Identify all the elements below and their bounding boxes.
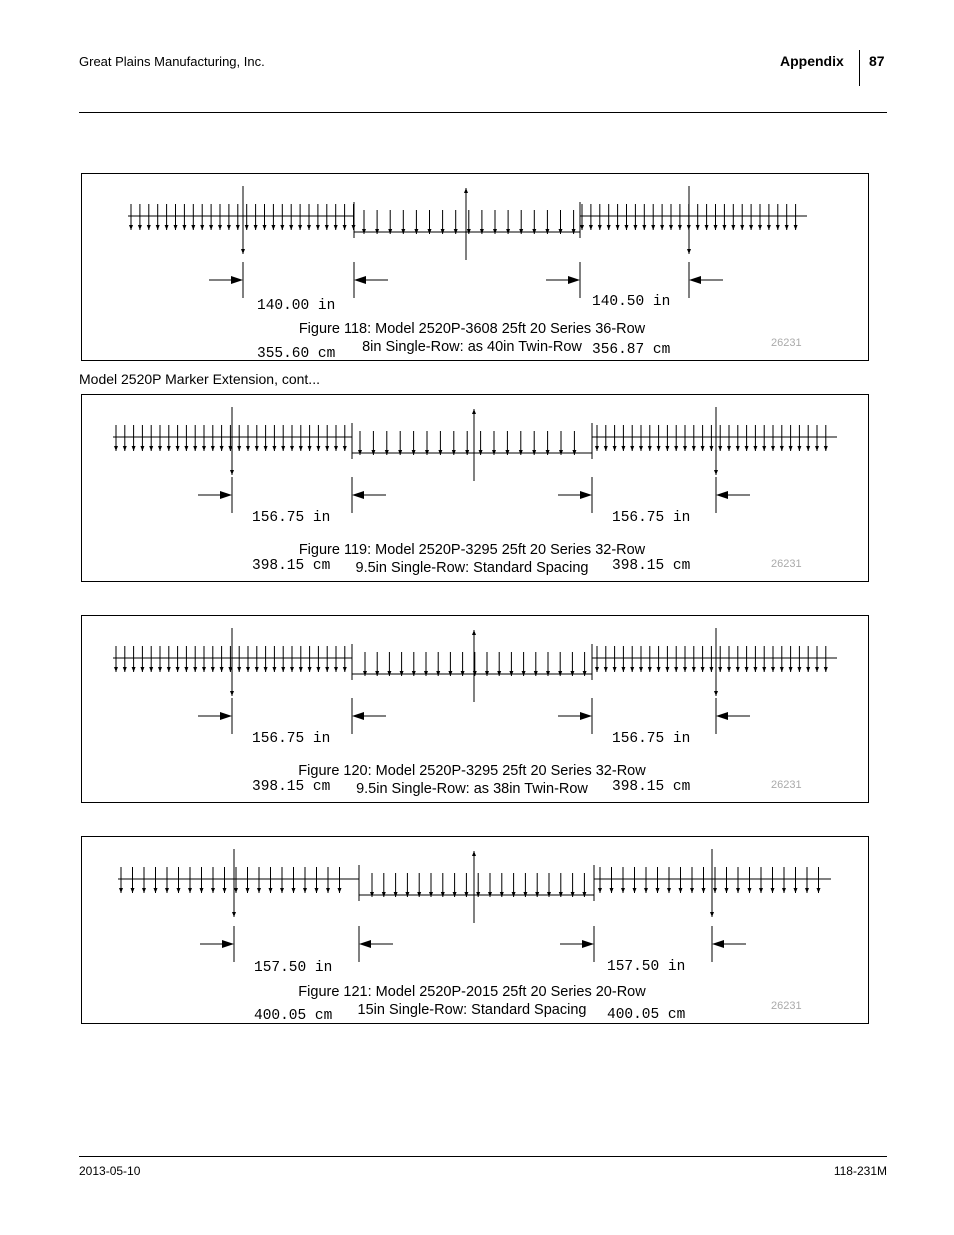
left-measurement-cm: 355.60 cm <box>257 346 336 362</box>
footer-rule <box>79 1156 887 1157</box>
row-unit-arrow <box>589 225 593 230</box>
figure-118 <box>81 173 869 361</box>
row-unit-arrow <box>269 888 273 893</box>
row-unit-arrow <box>824 667 828 672</box>
row-unit-arrow <box>289 225 293 230</box>
left-measurement-cm: 398.15 cm <box>252 558 331 574</box>
row-unit-arrow <box>727 446 731 451</box>
row-unit-arrow <box>630 667 634 672</box>
row-unit-arrow <box>667 888 671 893</box>
row-unit-arrow <box>315 888 319 893</box>
row-unit-arrow <box>343 667 347 672</box>
dimension-arrow-head <box>354 276 366 284</box>
row-unit-arrow <box>123 667 127 672</box>
row-unit-arrow <box>625 225 629 230</box>
row-unit-arrow <box>709 446 713 451</box>
row-unit-arrow <box>167 667 171 672</box>
row-unit-arrow <box>299 667 303 672</box>
row-unit-arrow <box>165 888 169 893</box>
dimension-arrow-head <box>580 491 592 499</box>
row-unit-arrow <box>264 667 268 672</box>
caption-line-1: Figure 120: Model 2520P-3295 25ft 20 Series 32-Row <box>298 763 646 779</box>
row-unit-arrow <box>660 225 664 230</box>
row-unit-arrow <box>824 446 828 451</box>
row-unit-arrow <box>290 667 294 672</box>
right-measurement-cm: 400.05 cm <box>607 1007 686 1023</box>
row-unit-arrow <box>149 446 153 451</box>
row-unit-arrow <box>610 888 614 893</box>
row-unit-arrow <box>745 667 749 672</box>
row-unit-arrow <box>200 888 204 893</box>
row-unit-arrow <box>794 225 798 230</box>
row-unit-arrow <box>762 446 766 451</box>
left-measurement-in: 157.50 in <box>254 960 333 976</box>
figure-120 <box>81 615 869 803</box>
row-unit-arrow <box>644 888 648 893</box>
row-unit-arrow <box>679 888 683 893</box>
row-unit-arrow <box>174 225 178 230</box>
row-unit-arrow <box>683 667 687 672</box>
row-unit-arrow <box>140 446 144 451</box>
row-unit-arrow <box>119 888 123 893</box>
row-unit-arrow <box>604 446 608 451</box>
row-unit-arrow <box>158 667 162 672</box>
row-unit-arrow <box>191 225 195 230</box>
dimension-arrow-head <box>352 491 364 499</box>
caption-line-2: 9.5in Single-Row: Standard Spacing <box>355 560 589 576</box>
row-unit-arrow <box>771 446 775 451</box>
row-unit-arrow <box>621 888 625 893</box>
row-unit-arrow <box>630 446 634 451</box>
row-unit-arrow <box>237 446 241 451</box>
row-unit-arrow <box>616 225 620 230</box>
row-unit-arrow <box>303 888 307 893</box>
left-measurement-cm: 398.15 cm <box>252 779 331 795</box>
row-unit-arrow <box>334 225 338 230</box>
row-unit-arrow <box>280 888 284 893</box>
row-unit-arrow <box>736 446 740 451</box>
right-measurement-cm: 398.15 cm <box>612 779 691 795</box>
row-unit-arrow <box>223 888 227 893</box>
row-unit-arrow <box>202 446 206 451</box>
row-unit-arrow <box>281 667 285 672</box>
row-unit-arrow <box>727 667 731 672</box>
row-unit-arrow <box>651 225 655 230</box>
row-unit-arrow <box>176 446 180 451</box>
row-unit-arrow <box>701 667 705 672</box>
row-unit-arrow <box>325 446 329 451</box>
row-unit-arrow <box>246 667 250 672</box>
row-unit-arrow <box>665 446 669 451</box>
row-unit-arrow <box>771 888 775 893</box>
row-unit-arrow <box>334 446 338 451</box>
row-unit-arrow <box>656 888 660 893</box>
marker-line-arrow <box>714 470 718 475</box>
row-unit-arrow <box>290 446 294 451</box>
row-unit-arrow <box>780 446 784 451</box>
row-unit-arrow <box>713 888 717 893</box>
row-unit-arrow <box>264 446 268 451</box>
row-unit-arrow <box>598 888 602 893</box>
figure-reference-number: 26231 <box>771 1000 802 1012</box>
row-unit-arrow <box>683 446 687 451</box>
row-unit-arrow <box>674 446 678 451</box>
figure-caption <box>82 762 862 798</box>
footer-date: 2013-05-10 <box>79 1164 141 1178</box>
center-line-arrow <box>472 630 476 635</box>
row-unit-arrow <box>702 888 706 893</box>
caption-line-1: Figure 118: Model 2520P-3608 25ft 20 Series 36-Row <box>298 321 646 337</box>
dimension-arrow-head <box>220 491 232 499</box>
caption-line-2: 15in Single-Row: Standard Spacing <box>357 1002 587 1018</box>
right-measurement-in: 140.50 in <box>592 294 671 310</box>
caption-line-1: Figure 121: Model 2520P-2015 25ft 20 Series 20-Row <box>298 984 646 1000</box>
row-unit-arrow <box>234 888 238 893</box>
row-unit-arrow <box>639 446 643 451</box>
right-measurement-cm: 356.87 cm <box>592 342 671 358</box>
row-unit-arrow <box>165 225 169 230</box>
row-unit-arrow <box>114 446 118 451</box>
row-unit-arrow <box>797 667 801 672</box>
row-unit-arrow <box>657 667 661 672</box>
dimension-arrow-head <box>689 276 701 284</box>
row-unit-arrow <box>725 888 729 893</box>
figure-reference-number: 26231 <box>771 337 802 349</box>
row-unit-arrow <box>621 446 625 451</box>
row-unit-arrow <box>696 225 700 230</box>
row-unit-arrow <box>642 225 646 230</box>
row-unit-arrow <box>767 225 771 230</box>
row-unit-arrow <box>805 888 809 893</box>
row-unit-arrow <box>184 446 188 451</box>
row-unit-arrow <box>789 667 793 672</box>
row-unit-arrow <box>307 225 311 230</box>
row-unit-arrow <box>745 446 749 451</box>
row-unit-arrow <box>142 888 146 893</box>
row-unit-arrow <box>338 888 342 893</box>
row-unit-arrow <box>758 225 762 230</box>
row-unit-arrow <box>782 888 786 893</box>
row-unit-arrow <box>815 667 819 672</box>
row-unit-arrow <box>753 446 757 451</box>
row-unit-arrow <box>158 446 162 451</box>
row-unit-arrow <box>154 888 158 893</box>
row-unit-arrow <box>236 225 240 230</box>
row-unit-arrow <box>598 225 602 230</box>
dimension-arrow-head <box>231 276 243 284</box>
row-unit-arrow <box>806 667 810 672</box>
row-unit-arrow <box>176 667 180 672</box>
right-measurement-in: 156.75 in <box>612 731 691 747</box>
row-unit-arrow <box>753 667 757 672</box>
row-unit-arrow <box>292 888 296 893</box>
row-unit-arrow <box>749 225 753 230</box>
row-unit-arrow <box>140 667 144 672</box>
row-unit-arrow <box>692 667 696 672</box>
right-measurement-in: 156.75 in <box>612 510 691 526</box>
row-unit-arrow <box>316 667 320 672</box>
row-unit-arrow <box>193 667 197 672</box>
figure-caption <box>82 320 862 356</box>
row-unit-arrow <box>280 225 284 230</box>
row-unit-arrow <box>343 446 347 451</box>
row-unit-arrow <box>771 667 775 672</box>
row-unit-arrow <box>633 888 637 893</box>
row-unit-arrow <box>678 225 682 230</box>
row-unit-arrow <box>237 667 241 672</box>
row-unit-arrow <box>257 888 261 893</box>
marker-line-arrow <box>714 691 718 696</box>
marker-line-arrow <box>230 470 234 475</box>
row-unit-arrow <box>674 667 678 672</box>
row-unit-arrow <box>255 446 259 451</box>
row-unit-arrow <box>815 446 819 451</box>
row-unit-arrow <box>718 667 722 672</box>
left-measurement-in: 140.00 in <box>257 298 336 314</box>
marker-line-arrow <box>232 912 236 917</box>
footer-document-number: 118-231M <box>833 1164 887 1178</box>
dimension-arrow-head <box>716 491 728 499</box>
header-company: Great Plains Manufacturing, Inc. <box>79 54 265 69</box>
row-unit-arrow <box>167 446 171 451</box>
dimension-arrow-head <box>352 712 364 720</box>
row-unit-arrow <box>806 446 810 451</box>
left-measurement-cm: 400.05 cm <box>254 1008 333 1024</box>
header-rule <box>79 112 887 113</box>
dimension-arrow-head <box>568 276 580 284</box>
row-unit-arrow <box>776 225 780 230</box>
row-unit-arrow <box>785 225 789 230</box>
row-unit-arrow <box>308 446 312 451</box>
row-unit-arrow <box>714 225 718 230</box>
row-unit-arrow <box>255 667 259 672</box>
marker-line-arrow <box>241 249 245 254</box>
header-divider <box>859 50 860 86</box>
row-unit-arrow <box>316 225 320 230</box>
row-unit-arrow <box>633 225 637 230</box>
row-unit-arrow <box>709 667 713 672</box>
row-unit-arrow <box>740 225 744 230</box>
header-section-title: Appendix <box>780 53 844 69</box>
center-line-arrow <box>472 851 476 856</box>
row-unit-arrow <box>648 667 652 672</box>
dimension-arrow-head <box>359 940 371 948</box>
row-unit-arrow <box>123 446 127 451</box>
row-unit-arrow <box>748 888 752 893</box>
center-line-arrow <box>464 188 468 193</box>
row-unit-arrow <box>202 667 206 672</box>
left-measurement-in: 156.75 in <box>252 731 331 747</box>
row-unit-arrow <box>690 888 694 893</box>
row-unit-arrow <box>613 667 617 672</box>
dimension-arrow-head <box>582 940 594 948</box>
figure-reference-number: 26231 <box>771 558 802 570</box>
row-unit-arrow <box>246 446 250 451</box>
row-unit-arrow <box>227 225 231 230</box>
row-unit-arrow <box>220 446 224 451</box>
row-unit-arrow <box>132 667 136 672</box>
row-unit-arrow <box>177 888 181 893</box>
row-unit-arrow <box>580 225 584 230</box>
row-unit-arrow <box>131 888 135 893</box>
row-unit-arrow <box>218 225 222 230</box>
row-unit-arrow <box>722 225 726 230</box>
marker-line-arrow <box>687 249 691 254</box>
figure-caption <box>82 983 862 1019</box>
row-unit-arrow <box>669 225 673 230</box>
row-unit-arrow <box>220 667 224 672</box>
row-unit-arrow <box>343 225 347 230</box>
row-unit-arrow <box>156 225 160 230</box>
center-line-arrow <box>472 409 476 414</box>
row-unit-arrow <box>731 225 735 230</box>
dimension-arrow-head <box>220 712 232 720</box>
row-unit-arrow <box>692 446 696 451</box>
row-unit-arrow <box>316 446 320 451</box>
row-unit-arrow <box>817 888 821 893</box>
row-unit-arrow <box>182 225 186 230</box>
row-unit-arrow <box>705 225 709 230</box>
caption-line-2: 8in Single-Row: as 40in Twin-Row <box>362 339 582 355</box>
row-unit-arrow <box>334 667 338 672</box>
row-unit-arrow <box>149 667 153 672</box>
dimension-arrow-head <box>580 712 592 720</box>
row-unit-arrow <box>325 667 329 672</box>
row-unit-arrow <box>271 225 275 230</box>
marker-line-arrow <box>230 691 234 696</box>
row-unit-arrow <box>595 667 599 672</box>
row-unit-arrow <box>246 888 250 893</box>
row-unit-arrow <box>718 446 722 451</box>
row-unit-arrow <box>200 225 204 230</box>
row-unit-arrow <box>325 225 329 230</box>
row-unit-arrow <box>352 225 356 230</box>
row-unit-arrow <box>263 225 267 230</box>
row-unit-arrow <box>701 446 705 451</box>
row-unit-arrow <box>272 667 276 672</box>
figure-121 <box>81 836 869 1024</box>
row-unit-arrow <box>193 446 197 451</box>
row-unit-arrow <box>245 225 249 230</box>
row-unit-arrow <box>595 446 599 451</box>
row-unit-arrow <box>188 888 192 893</box>
row-unit-arrow <box>780 667 784 672</box>
row-unit-arrow <box>759 888 763 893</box>
row-unit-arrow <box>254 225 258 230</box>
left-measurement-in: 156.75 in <box>252 510 331 526</box>
dimension-arrow-head <box>222 940 234 948</box>
row-unit-arrow <box>639 667 643 672</box>
row-unit-arrow <box>184 667 188 672</box>
caption-line-1: Figure 119: Model 2520P-3295 25ft 20 Series 32-Row <box>298 542 646 558</box>
row-unit-arrow <box>789 446 793 451</box>
row-unit-arrow <box>138 225 142 230</box>
row-unit-arrow <box>132 446 136 451</box>
row-unit-arrow <box>281 446 285 451</box>
row-unit-arrow <box>209 225 213 230</box>
row-unit-arrow <box>211 446 215 451</box>
row-unit-arrow <box>657 446 661 451</box>
row-unit-arrow <box>665 667 669 672</box>
row-unit-arrow <box>272 446 276 451</box>
page-number: 87 <box>869 53 885 69</box>
right-measurement-in: 157.50 in <box>607 959 686 975</box>
dimension-arrow-head <box>716 712 728 720</box>
row-unit-arrow <box>114 667 118 672</box>
row-unit-arrow <box>794 888 798 893</box>
row-unit-arrow <box>147 225 151 230</box>
row-unit-arrow <box>299 446 303 451</box>
row-unit-arrow <box>604 667 608 672</box>
figure-caption <box>82 541 862 577</box>
dimension-arrow-head <box>712 940 724 948</box>
row-unit-arrow <box>736 667 740 672</box>
row-unit-arrow <box>326 888 330 893</box>
row-unit-arrow <box>613 446 617 451</box>
caption-line-2: 9.5in Single-Row: as 38in Twin-Row <box>356 781 588 797</box>
row-unit-arrow <box>621 667 625 672</box>
row-unit-arrow <box>298 225 302 230</box>
section-continuation-text: Model 2520P Marker Extension, cont... <box>79 371 320 387</box>
row-unit-arrow <box>797 446 801 451</box>
row-unit-arrow <box>762 667 766 672</box>
figure-reference-number: 26231 <box>771 779 802 791</box>
row-unit-arrow <box>607 225 611 230</box>
figure-119 <box>81 394 869 582</box>
row-unit-arrow <box>211 667 215 672</box>
marker-line-arrow <box>710 912 714 917</box>
right-measurement-cm: 398.15 cm <box>612 558 691 574</box>
row-unit-arrow <box>308 667 312 672</box>
row-unit-arrow <box>129 225 133 230</box>
row-unit-arrow <box>648 446 652 451</box>
row-unit-arrow <box>736 888 740 893</box>
row-unit-arrow <box>211 888 215 893</box>
